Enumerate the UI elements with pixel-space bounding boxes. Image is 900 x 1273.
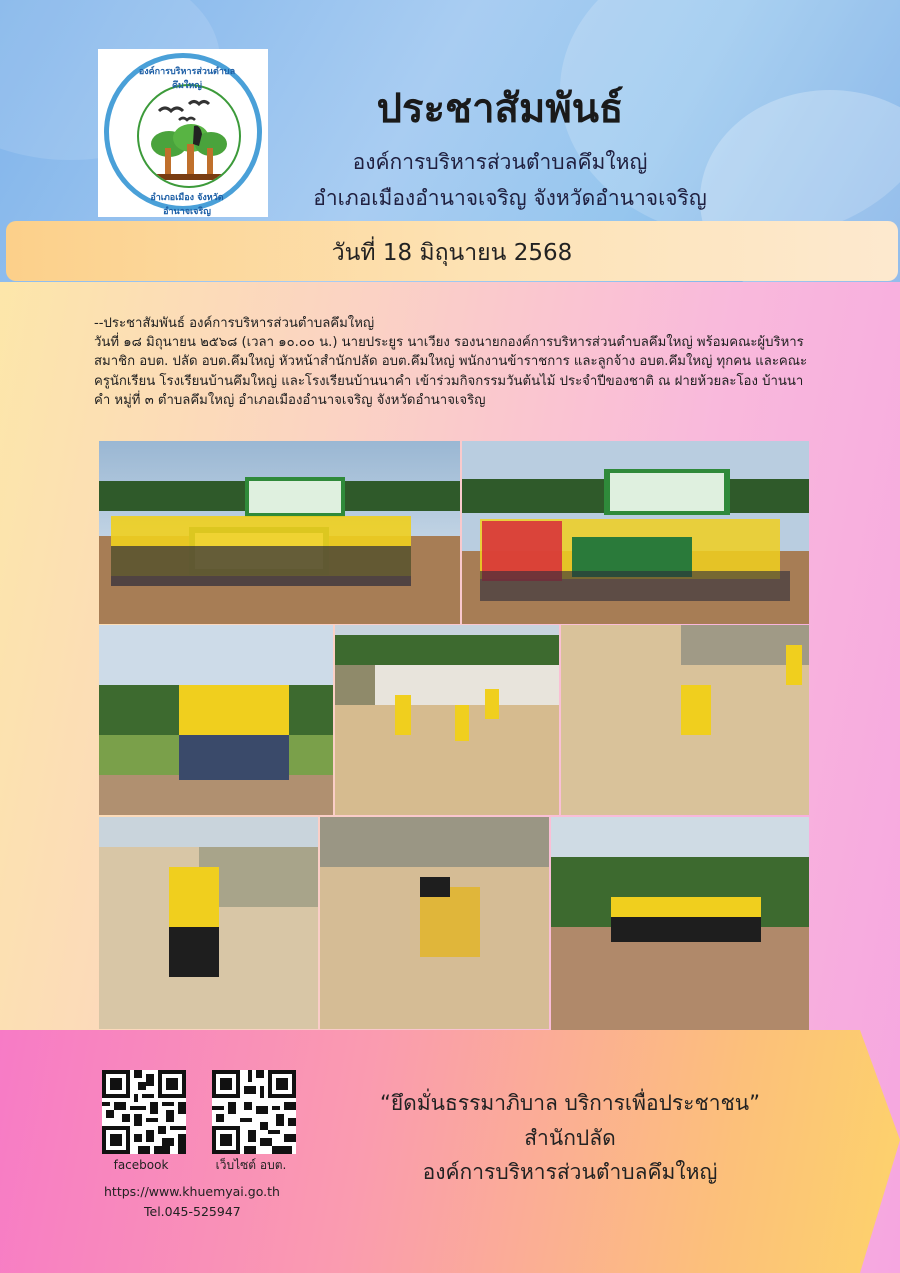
logo-ring-top-text: องค์การบริหารส่วนตำบลคึมใหญ่ [138,67,236,91]
facebook-qr-code[interactable] [102,1070,186,1154]
logo-ring-bottom-text: อำเภอเมือง จังหวัดอำนาจเจริญ [150,193,224,217]
photo-man-planting [99,817,318,1029]
news-heading: --ประชาสัมพันธ์ องค์การบริหารส่วนตำบลคึมใหญ่ [94,316,375,331]
date-banner [6,221,898,281]
photo-walking-road [551,817,809,1034]
photo-planting-grass [99,625,333,815]
photo-planting-dam [335,625,559,815]
org-name: องค์การบริหารส่วนตำบลคึมใหญ่ [352,150,648,174]
date-text: วันที่ 18 มิถุนายน 2568 [331,240,573,266]
website-url[interactable]: https://www.khuemyai.go.th [104,1184,280,1199]
phone-number: Tel.045-525947 [144,1204,241,1219]
news-paragraph: วันที่ ๑๘ มิถุนายน ๒๕๖๘ (เวลา ๑๐.๐๐ น.) นายประยูร นาเวียง รองนายกองค์การบริหารส่วนตำบลคึมใหญ่ พร้อมคณะผู้บริหาร สมาชิก อบต. ปลัด อบต.คึมใหญ่ หัวหน้าสำนักปลัด อบต.คึมใหญ่ พนักงานข้าราชการ และลูกจ้าง อบต.คึมใหญ่ ทุกคน และคณะครูนักเรียน โรงเรียนบ้านคึมใหญ่ และโรงเรียนบ้านนาคำ เข้าร่วมกิจกรรมวันต้นไม้ ประจำปีของชาติ ณ ฝายห้วยละโอง บ้านนาคำ หมู่ที่ ๓ ตำบลคึมใหญ่ อำเภอเมืองอำนาจเจริญ จังหวัดอำนาจเจริญ [94,335,808,408]
qr-code-icon [212,1070,296,1154]
office-name: สำนักปลัด [524,1126,616,1150]
website-qr-code[interactable] [212,1070,296,1154]
website-label: เว็บไซต์ อบต. [215,1158,287,1172]
facebook-label: facebook [113,1158,169,1172]
qr-code-icon [102,1070,186,1154]
news-body [94,314,814,410]
photo-planting-slope [561,625,809,815]
footer-org-name: องค์การบริหารส่วนตำบลคึมใหญ่ [422,1160,718,1184]
photo-group-students [462,441,809,624]
tree-birds-icon [139,86,239,186]
page-title: ประชาสัมพันธ์ [376,85,624,132]
motto-text: “ยึดมั่นธรรมาภิบาล บริการเพื่อประชาชน” [380,1091,760,1115]
logo-emblem [137,84,241,188]
photo-group-adults [99,441,460,624]
photo-woman-planting [320,817,549,1029]
org-location: อำเภอเมืองอำนาจเจริญ จังหวัดอำนาจเจริญ [313,186,707,210]
